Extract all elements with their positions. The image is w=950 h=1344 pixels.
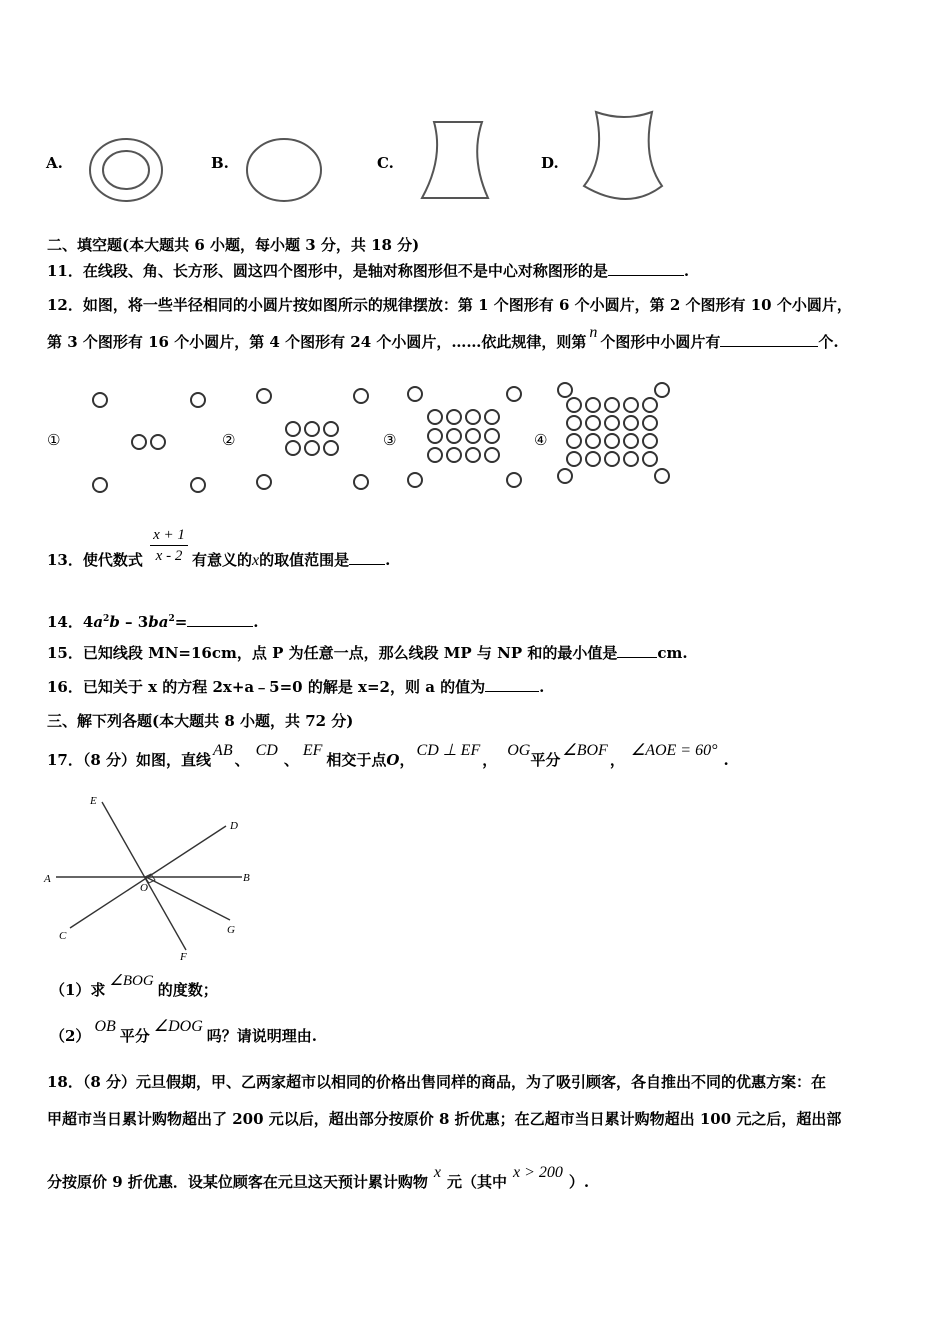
question-17 (47, 742, 729, 771)
q12-blank (720, 332, 818, 347)
q12-figure-label-3: ③ (383, 431, 397, 449)
question-12-line1: 12．如图，将一些半径相同的小圆片按如图所示的规律摆放：第 1 个图形有 6 个小圆片，第 2 个图形有 10 个小圆片， (47, 296, 852, 314)
option-b-figure (244, 136, 326, 204)
q17-sub1-angle: ∠BOG (109, 973, 154, 989)
q14-b1: b (109, 613, 120, 631)
option-c-label: C. (377, 154, 394, 172)
q12-circle-patterns (80, 378, 680, 498)
q12-line2a: 第 3 个图形有 16 个小圆片，第 4 个图形有 24 个小圆片，……依此规律，则第 (47, 333, 587, 351)
q18-cond: x > 200 (513, 1164, 563, 1181)
option-c-figure (416, 118, 496, 204)
question-16 (47, 677, 544, 697)
q15-blank (617, 643, 657, 658)
q17-prefix: 17．（8 分）如图，直线 (47, 751, 212, 769)
q12-figure-label-4: ④ (534, 431, 548, 449)
q14-exp2: 2 (168, 614, 175, 624)
question-11 (47, 261, 689, 281)
q17-label-d: D (230, 820, 238, 832)
q17-ef: EF (302, 742, 323, 759)
q17-label-c: C (59, 930, 67, 942)
q17-comma3: ， (609, 751, 625, 769)
q18-x: x (433, 1164, 441, 1181)
q17-sub1 (50, 973, 218, 1001)
option-d-figure (576, 108, 682, 206)
q17-mid: 相交于点 (326, 751, 387, 769)
q14-coef1: 4 (82, 613, 94, 631)
q14-a2: a (158, 613, 169, 631)
q17-line-figure (40, 790, 270, 965)
q17-sub1-suffix: 的度数； (157, 981, 218, 999)
section-3-title: 三、解下列各题(本大题共 8 小题，共 72 分) (47, 712, 354, 730)
q18-line3c: ）. (568, 1173, 590, 1191)
q18-line3 (47, 1164, 590, 1193)
q17-sep2: 、 (283, 751, 299, 769)
option-b-label: B. (211, 154, 229, 172)
q13-suffix-line (192, 550, 390, 571)
q16-end: . (539, 678, 545, 696)
q13-end: . (385, 551, 391, 569)
question-14 (47, 609, 259, 632)
q18-line3b: 元（其中 (447, 1173, 508, 1191)
section-2-title: 二、填空题(本大题共 6 小题，每小题 3 分，共 18 分) (47, 236, 420, 254)
q17-end: . (723, 751, 729, 769)
q17-sub1-prefix: （1）求 (50, 981, 106, 999)
q17-comma1: ， (399, 751, 415, 769)
q16-text: 16．已知关于 x 的方程 2x+a﹣5=0 的解是 x=2，则 a 的值为 (47, 678, 486, 696)
q17-sub2-angle: ∠DOG (153, 1018, 203, 1035)
q11-blank (608, 261, 684, 276)
q17-sub2-prefix: （2） (50, 1027, 91, 1045)
q14-b2: b (148, 613, 159, 631)
q17-perp: CD ⊥ EF (416, 742, 481, 759)
q14-eq: = (174, 613, 188, 631)
q13-denominator: x - 2 (155, 548, 183, 564)
q17-comma2: ， (482, 751, 498, 769)
q13-prefix: 13．使代数式 (47, 551, 143, 569)
q11-text: 11．在线段、角、长方形、圆这四个图形中，是轴对称图形但不是中心对称图形的是 (47, 262, 608, 280)
q17-label-o: O (140, 882, 148, 894)
q17-sep1: 、 (234, 751, 250, 769)
q14-a1: a (93, 613, 104, 631)
option-d-label: D. (541, 154, 559, 172)
q16-blank (485, 677, 539, 692)
option-a-figure (86, 136, 166, 204)
q17-sub2 (50, 1018, 318, 1047)
q14-minus: – 3 (119, 613, 149, 631)
q13-fraction (149, 525, 189, 566)
q11-end: . (683, 262, 690, 280)
q13-blank (349, 550, 385, 565)
q14-exp1: 2 (103, 614, 110, 624)
q17-label-a: A (44, 873, 51, 885)
q13-suffix: 的取值范围是 (259, 551, 350, 569)
q12-line2b: 个图形中小圆片有 (600, 333, 721, 351)
q17-bof: ∠BOF (562, 742, 608, 759)
q17-sub2-suffix: 吗？请说明理由. (206, 1027, 318, 1045)
q18-line3a: 分按原价 9 折优惠．设某位顾客在元旦这天预计累计购物 (47, 1173, 428, 1191)
q17-label-g: G (227, 924, 235, 936)
q13-numerator: x + 1 (153, 527, 185, 543)
q13-mid: 有意义的 (192, 551, 253, 569)
question-15 (47, 643, 688, 663)
q18-line2: 甲超市当日累计购物超出了 200 元以后，超出部分按原价 8 折优惠；在乙超市当日累计购物超出 100 元之后，超出部 (47, 1110, 842, 1128)
q14-end: . (253, 613, 259, 631)
q17-cd: CD (255, 742, 278, 759)
q12-n: n (589, 324, 598, 341)
q12-figure-label-2: ② (222, 431, 236, 449)
option-a-label: A. (46, 154, 63, 172)
q17-sub2-ob: OB (94, 1018, 116, 1035)
q17-o: O (386, 751, 400, 769)
q17-label-b: B (243, 872, 250, 884)
q17-label-e: E (90, 795, 97, 807)
q18-line1: 18．（8 分）元旦假期，甲、乙两家超市以相同的价格出售同样的商品，为了吸引顾客，各自推出不同的优惠方案：在 (47, 1073, 827, 1091)
q13-var: x (252, 552, 260, 569)
q14-blank (187, 612, 253, 627)
q12-end: 个. (818, 333, 839, 351)
q14-prefix: 14． (47, 613, 83, 631)
q17-aoe: ∠AOE = 60° (630, 742, 718, 759)
question-12-line2 (47, 324, 839, 353)
q15-text: 15．已知线段 MN=16cm，点 P 为任意一点，那么线段 MP 与 NP 和的最小值是 (47, 644, 618, 662)
q12-figure-label-1: ① (47, 431, 61, 449)
q17-sub2-bisect: 平分 (119, 1027, 150, 1045)
q17-label-f: F (180, 951, 187, 963)
q15-end: cm. (657, 644, 688, 662)
q17-bisect: 平分 (530, 751, 561, 769)
q17-og: OG (507, 742, 531, 759)
q17-ab: AB (213, 742, 233, 759)
